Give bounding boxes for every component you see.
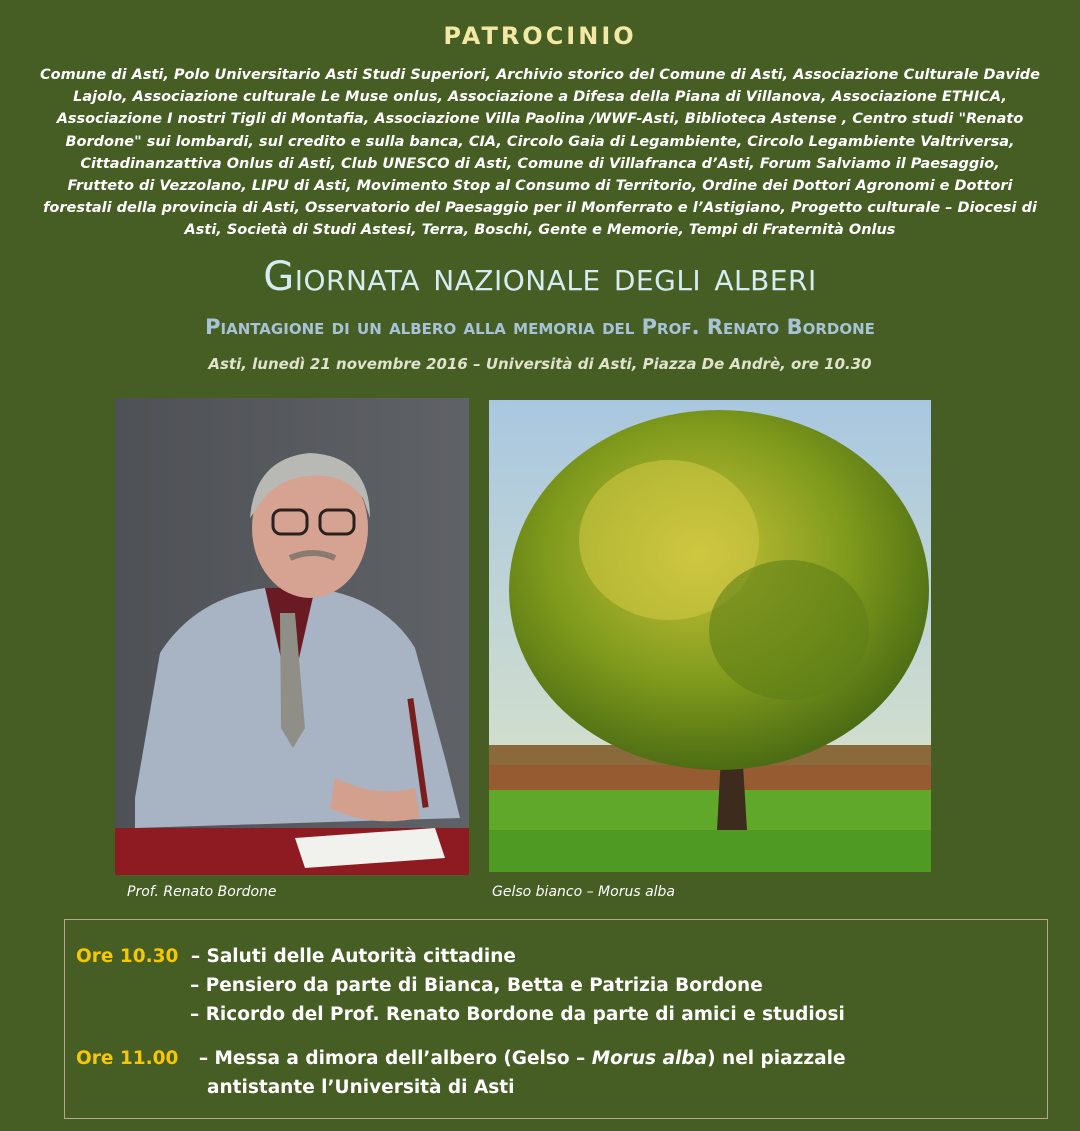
tree-photo [489,400,931,872]
event-date-line: Asti, lunedì 21 novembre 2016 – Università di Asti, Piazza De Andrè, ore 10.30 [208,355,872,373]
sponsor-line: Cittadinanzattiva Onlus di Asti, Club UNESCO di Asti, Comune di Villafranca d’Asti, Forum Salviamo il Paesaggio, [80,155,1000,172]
portrait-photo [115,398,469,875]
program-row [190,1004,845,1025]
sponsor-line: Asti, Società di Studi Astesi, Terra, Boschi, Gente e Memorie, Tempi di Fraternità Onlus [184,222,896,239]
program-item: – Messa a dimora dell’albero (Gelso – Morus alba) nel piazzale [198,1048,846,1069]
tree-caption: Gelso bianco – Morus alba [492,884,676,900]
program-row [76,946,516,967]
sponsor-line: Associazione I nostri Tigli di Montafia, Associazione Villa Paolina /WWF-Asti, Biblioteca Astense , Centro studi "Renato [56,111,1024,128]
program-item: – Ricordo del Prof. Renato Bordone da parte di amici e studiosi [190,1004,845,1025]
event-title: Giornata nazionale degli alberi [263,254,817,300]
portrait-illustration [115,398,469,875]
sponsor-list [20,64,1060,242]
program-item: – Saluti delle Autorità cittadine [190,946,516,967]
sponsor-line: Lajolo, Associazione culturale Le Muse onlus, Associazione a Difesa della Piana di Villanova, Associazione ETHICA, [73,89,1007,106]
program-row [190,975,763,996]
program-row [76,1048,846,1069]
patrocinio-heading: PATROCINIO [443,22,637,50]
time-label: Ore 10.30 [76,946,179,967]
program-box [64,919,1048,1119]
program-item: antistante l’Università di Asti [207,1077,515,1098]
portrait-caption: Prof. Renato Bordone [127,884,277,900]
sponsor-line: Comune di Asti, Polo Universitario Asti Studi Superiori, Archivio storico del Comune di Asti, Associazione Culturale Davide [39,67,1041,83]
program-item: – Pensiero da parte di Bianca, Betta e Patrizia Bordone [190,975,763,996]
sponsor-line: Bordone" sui lombardi, sul credito e sulla banca, CIA, Circolo Gaia di Legambiente, Circolo Legambiente Valtriversa, [65,133,1015,150]
tree-illustration [489,400,931,872]
sponsor-line: forestali della provincia di Asti, Osservatorio del Paesaggio per il Monferrato e l’Astigiano, Progetto culturale – Diocesi di [43,200,1037,217]
event-subtitle: Piantagione di un albero alla memoria del Prof. Renato Bordone [205,315,875,339]
sponsor-line: Frutteto di Vezzolano, LIPU di Asti, Movimento Stop al Consumo di Territorio, Ordine dei Dottori Agronomi e Dottori [67,178,1013,195]
program-row [207,1077,514,1098]
time-label: Ore 11.00 [76,1048,179,1069]
